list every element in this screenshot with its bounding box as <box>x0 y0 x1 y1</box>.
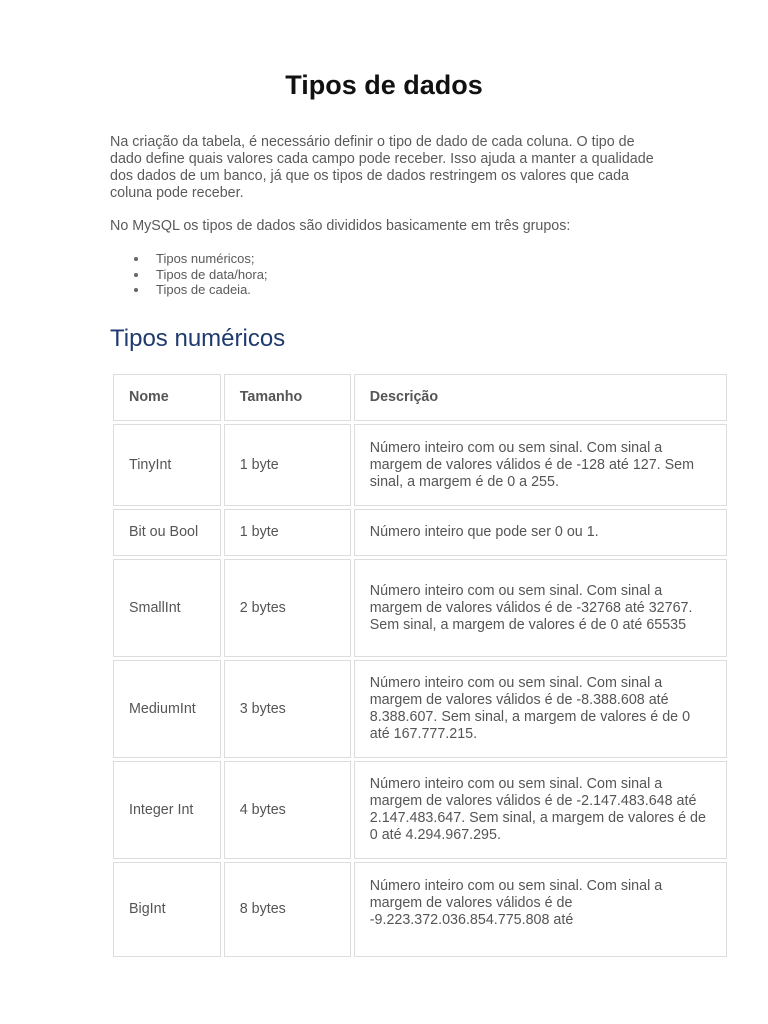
cell-size: 3 bytes <box>224 660 351 758</box>
cell-size: 4 bytes <box>224 761 351 859</box>
table-row <box>113 761 727 859</box>
table-row <box>113 509 727 556</box>
table-header-row <box>113 374 727 421</box>
cell-size: 2 bytes <box>224 559 351 657</box>
cell-description: Número inteiro que pode ser 0 ou 1. <box>354 509 727 556</box>
groups-list <box>110 251 268 298</box>
list-item: Tipos numéricos; <box>156 251 268 267</box>
list-item: Tipos de cadeia. <box>156 282 268 298</box>
intro-paragraph: Na criação da tabela, é necessário definir o tipo de dado de cada coluna. O tipo de dado define quais valores cada campo pode receber. Isso ajuda a manter a qualidade dos dados de um banco, já que os tipos de dados restringem os valores que cada coluna pode receber. <box>110 134 654 201</box>
cell-description: Número inteiro com ou sem sinal. Com sinal a margem de valores válidos é de -128 até 127. Sem sinal, a margem é de 0 a 255. <box>354 424 727 506</box>
header-name: Nome <box>113 374 221 421</box>
numeric-types-table <box>110 371 730 960</box>
cell-name: BigInt <box>113 862 221 957</box>
list-item: Tipos de data/hora; <box>156 266 268 282</box>
cell-size: 8 bytes <box>224 862 351 957</box>
cell-name: TinyInt <box>113 424 221 506</box>
table-row <box>113 424 727 506</box>
cell-name: Integer Int <box>113 761 221 859</box>
groups-intro-paragraph: No MySQL os tipos de dados são divididos basicamente em três grupos: <box>110 218 571 234</box>
table-row <box>113 862 727 957</box>
cell-description: Número inteiro com ou sem sinal. Com sinal a margem de valores válidos é de -9.223.372.036.854.775.808 até <box>354 862 727 957</box>
header-size: Tamanho <box>224 374 351 421</box>
cell-description: Número inteiro com ou sem sinal. Com sinal a margem de valores válidos é de -8.388.608 até 8.388.607. Sem sinal, a margem de valores é de 0 até 167.777.215. <box>354 660 727 758</box>
table-row <box>113 660 727 758</box>
cell-size: 1 byte <box>224 424 351 506</box>
cell-description: Número inteiro com ou sem sinal. Com sinal a margem de valores válidos é de -2.147.483.648 até 2.147.483.647. Sem sinal, a margem de valores é de 0 até 4.294.967.295. <box>354 761 727 859</box>
cell-name: SmallInt <box>113 559 221 657</box>
header-description: Descrição <box>354 374 727 421</box>
table-row <box>113 559 727 657</box>
cell-name: MediumInt <box>113 660 221 758</box>
cell-description: Número inteiro com ou sem sinal. Com sinal a margem de valores válidos é de -32768 até 32767. Sem sinal, a margem de valores é de 0 até 65535 <box>354 559 727 657</box>
page-title: Tipos de dados <box>285 70 483 100</box>
section-title: Tipos numéricos <box>110 325 286 352</box>
cell-size: 1 byte <box>224 509 351 556</box>
cell-name: Bit ou Bool <box>113 509 221 556</box>
